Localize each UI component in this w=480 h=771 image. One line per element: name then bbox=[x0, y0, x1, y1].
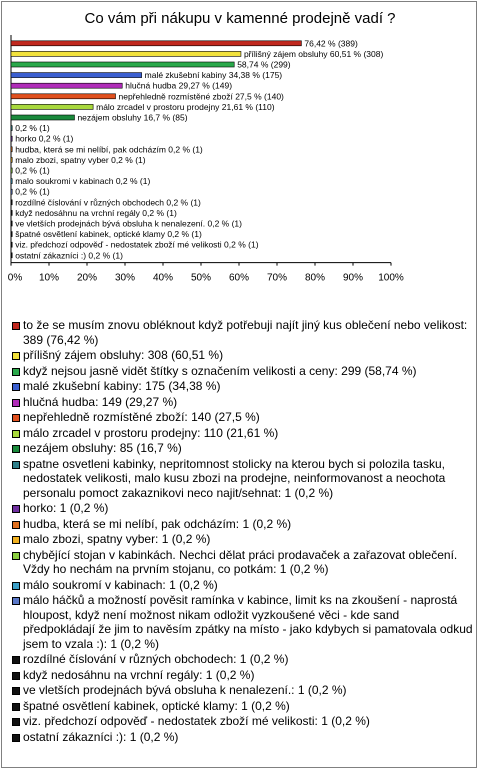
legend-item bbox=[12, 410, 474, 425]
legend-label: hudba, která se mi nelíbí, pak odcházím: 1 (0,2 %) bbox=[23, 516, 292, 531]
x-tick-label: 40% bbox=[152, 272, 174, 284]
bar bbox=[11, 104, 93, 109]
bar-label: 0,2 % (1) bbox=[15, 123, 50, 134]
legend-label: spatne osvetleni kabinky, nepritomnost stolicky na kterou bych si polozila tasku, nedostatek velikosti, malo kusu zbozi na prodejne, neinformovanost a neochota personalu pomoct zakaznikovi neco najit/sehnat: 1 (0,2 %) bbox=[23, 456, 446, 500]
bar-label: nezájem obsluhy 16,7 % (85) bbox=[77, 112, 188, 123]
legend-item bbox=[12, 548, 474, 577]
legend-swatch bbox=[12, 687, 20, 695]
bar bbox=[11, 83, 122, 88]
bar bbox=[11, 157, 12, 162]
legend-swatch bbox=[12, 734, 20, 742]
bar-label: malo soukromi v kabinach 0,2 % (1) bbox=[15, 176, 151, 187]
bar-label: 76,42 % (389) bbox=[304, 38, 358, 49]
legend-label: viz. předchozí odpověď - nedostatek zboží mé velikosti: 1 (0,2 %) bbox=[23, 714, 370, 728]
bar bbox=[11, 147, 12, 152]
legend-swatch bbox=[12, 536, 20, 544]
legend-swatch bbox=[12, 521, 20, 529]
legend-label: to že se musím znovu obléknout když potřebuji najít jiný kus oblečení nebo velikost: 389 (76,42 %) bbox=[23, 318, 468, 347]
legend-swatch bbox=[12, 718, 20, 726]
bar-label: když nedosáhnu na vrchní regály 0,2 % (1) bbox=[15, 207, 177, 218]
legend-swatch bbox=[12, 703, 20, 711]
legend-item bbox=[12, 395, 474, 410]
x-tick-label: 10% bbox=[38, 272, 60, 284]
x-tick-label: 0% bbox=[7, 272, 23, 284]
legend-label: rozdílné číslování v různých obchodech: 1 (0,2 %) bbox=[23, 652, 289, 666]
legend-label: málo soukromí v kabinach: 1 (0,2 %) bbox=[23, 577, 218, 592]
x-tick-label: 60% bbox=[228, 272, 250, 284]
legend-label: málo háčků a možností pověsit ramínka v kabince, limit ks na zkoušení - naprostá hloupost, když není možnost nikam odložit vyzkoušené věci - kde sand předpokládají že jim to navěsím zpátky na místo - jako kdybych si pamatovala odkud jsem to vzala :): 1 (0,2 %) bbox=[23, 593, 473, 651]
legend-item bbox=[12, 593, 474, 651]
x-tick-label: 20% bbox=[76, 272, 98, 284]
bar-label: ve vletších prodejnách bývá obsluha k nenalezení. 0,2 % (1) bbox=[15, 218, 243, 229]
legend-label: malo zbozi, spatny vyber: 1 (0,2 %) bbox=[23, 532, 211, 546]
bar-label: hlučná hudba 29,27 % (149) bbox=[125, 80, 233, 91]
chart-frame bbox=[1, 1, 477, 768]
legend-item bbox=[12, 348, 474, 363]
bar bbox=[11, 94, 116, 99]
legend-swatch bbox=[12, 430, 20, 438]
legend-swatch bbox=[12, 414, 20, 422]
legend-item bbox=[12, 683, 474, 698]
bar bbox=[11, 168, 12, 173]
legend-label: horko: 1 (0,2 %) bbox=[23, 501, 109, 515]
legend-swatch bbox=[12, 445, 20, 453]
bar bbox=[11, 253, 12, 258]
legend-item bbox=[12, 318, 474, 347]
legend-label: chybějící stojan v kabinkách. Nechci dělat práci prodavaček a zařazovat oblečení. Vždy ho nechám na prvním stojanu, co potkám: 1 (0,2 %) bbox=[23, 547, 458, 576]
legend-item bbox=[12, 668, 474, 683]
bar-label: 58,74 % (299) bbox=[237, 59, 291, 70]
bar-label: hudba, která se mi nelíbí, pak odcházím 0,2 % (1) bbox=[15, 144, 203, 155]
legend-item bbox=[12, 517, 474, 532]
bar-label: malo zbozi, spatny vyber 0,2 % (1) bbox=[15, 154, 146, 165]
x-tick-label: 100% bbox=[378, 272, 404, 284]
legend-item bbox=[12, 364, 474, 379]
bar bbox=[11, 73, 142, 78]
bar bbox=[11, 232, 12, 237]
bar bbox=[11, 242, 12, 247]
legend-item bbox=[12, 714, 474, 729]
legend-label: nepřehledně rozmístěné zboží: 140 (27,5 %) bbox=[23, 410, 260, 424]
legend-swatch bbox=[12, 399, 20, 407]
bar-label: rozdílné číslování v různých obchodech 0,2 % (1) bbox=[15, 197, 201, 208]
bar bbox=[11, 136, 12, 141]
x-tick-label: 90% bbox=[342, 272, 364, 284]
legend-swatch bbox=[12, 597, 20, 605]
legend-item bbox=[12, 379, 474, 394]
legend-swatch bbox=[12, 656, 20, 664]
legend-label: když nejsou jasně vidět štítky s označením velikosti a ceny: 299 (58,74 %) bbox=[23, 363, 417, 378]
bar-label: 0,2 % (1) bbox=[15, 186, 50, 197]
legend-item bbox=[12, 441, 474, 456]
legend-item bbox=[12, 426, 474, 441]
x-tick-label: 30% bbox=[114, 272, 136, 284]
legend-item bbox=[12, 730, 474, 745]
legend-swatch bbox=[12, 368, 20, 376]
legend-label: špatné osvětlení kabinek, optické klamy: 1 (0,2 %) bbox=[23, 698, 290, 713]
legend-item bbox=[12, 699, 474, 714]
legend-label: hlučná hudba: 149 (29,27 %) bbox=[23, 394, 178, 409]
legend-item bbox=[12, 501, 474, 516]
bar bbox=[11, 189, 12, 194]
legend-item bbox=[12, 652, 474, 667]
bar bbox=[11, 210, 12, 215]
legend-swatch bbox=[12, 383, 20, 391]
legend-item bbox=[12, 532, 474, 547]
legend-item bbox=[12, 457, 474, 501]
legend-label: ve vletších prodejnách bývá obsluha k nenalezení.: 1 (0,2 %) bbox=[23, 683, 347, 697]
bar bbox=[11, 51, 241, 56]
bar-label: málo zrcadel v prostoru prodejny 21,61 % (110) bbox=[96, 101, 275, 112]
legend-swatch bbox=[12, 552, 20, 560]
legend-label: malé zkušební kabiny: 175 (34,38 %) bbox=[23, 379, 221, 393]
bar-label: ostatní zákazníci :) 0,2 % (1) bbox=[15, 250, 123, 261]
x-tick-label: 80% bbox=[304, 272, 326, 284]
legend-label: málo zrcadel v prostoru prodejny: 110 (21,61 %) bbox=[23, 425, 279, 440]
bar bbox=[11, 221, 12, 226]
bar-label: špatné osvětlení kabinek, optické klamy 0,2 % (1) bbox=[15, 229, 202, 240]
bar bbox=[11, 200, 12, 205]
legend bbox=[12, 318, 474, 745]
bar-label: malé zkušební kabiny 34,38 % (175) bbox=[144, 70, 283, 81]
legend-swatch bbox=[12, 461, 20, 469]
legend-label: přílišný zájem obsluhy: 308 (60,51 %) bbox=[23, 348, 224, 362]
legend-swatch bbox=[12, 582, 20, 590]
legend-label: ostatní zákazníci :): 1 (0,2 %) bbox=[23, 729, 179, 744]
bar-label: nepřehledně rozmístěné zboží 27,5 % (140) bbox=[118, 91, 284, 102]
bar bbox=[11, 115, 74, 120]
bar-label: viz. předchozí odpověď - nedostatek zboží mé velikosti 0,2 % (1) bbox=[15, 239, 259, 250]
x-tick-label: 50% bbox=[190, 272, 212, 284]
legend-swatch bbox=[12, 505, 20, 513]
plot-area bbox=[2, 2, 478, 316]
legend-swatch bbox=[12, 672, 20, 680]
bar-label: 0,2 % (1) bbox=[15, 165, 50, 176]
bar-label: přílišný zájem obsluhy 60,51 % (308) bbox=[243, 48, 384, 59]
x-tick-label: 70% bbox=[266, 272, 288, 284]
bar bbox=[11, 126, 12, 131]
legend-label: když nedosáhnu na vrchní regály: 1 (0,2 %) bbox=[23, 667, 255, 682]
bar bbox=[11, 179, 12, 184]
bar bbox=[11, 41, 301, 46]
bar bbox=[11, 62, 234, 67]
legend-swatch bbox=[12, 322, 20, 330]
legend-item bbox=[12, 578, 474, 593]
legend-label: nezájem obsluhy: 85 (16,7 %) bbox=[23, 441, 182, 455]
chart-title: Co vám při nákupu v kamenné prodejně vadí ? bbox=[84, 10, 396, 27]
legend-swatch bbox=[12, 352, 20, 360]
bar-label: horko 0,2 % (1) bbox=[15, 133, 74, 144]
